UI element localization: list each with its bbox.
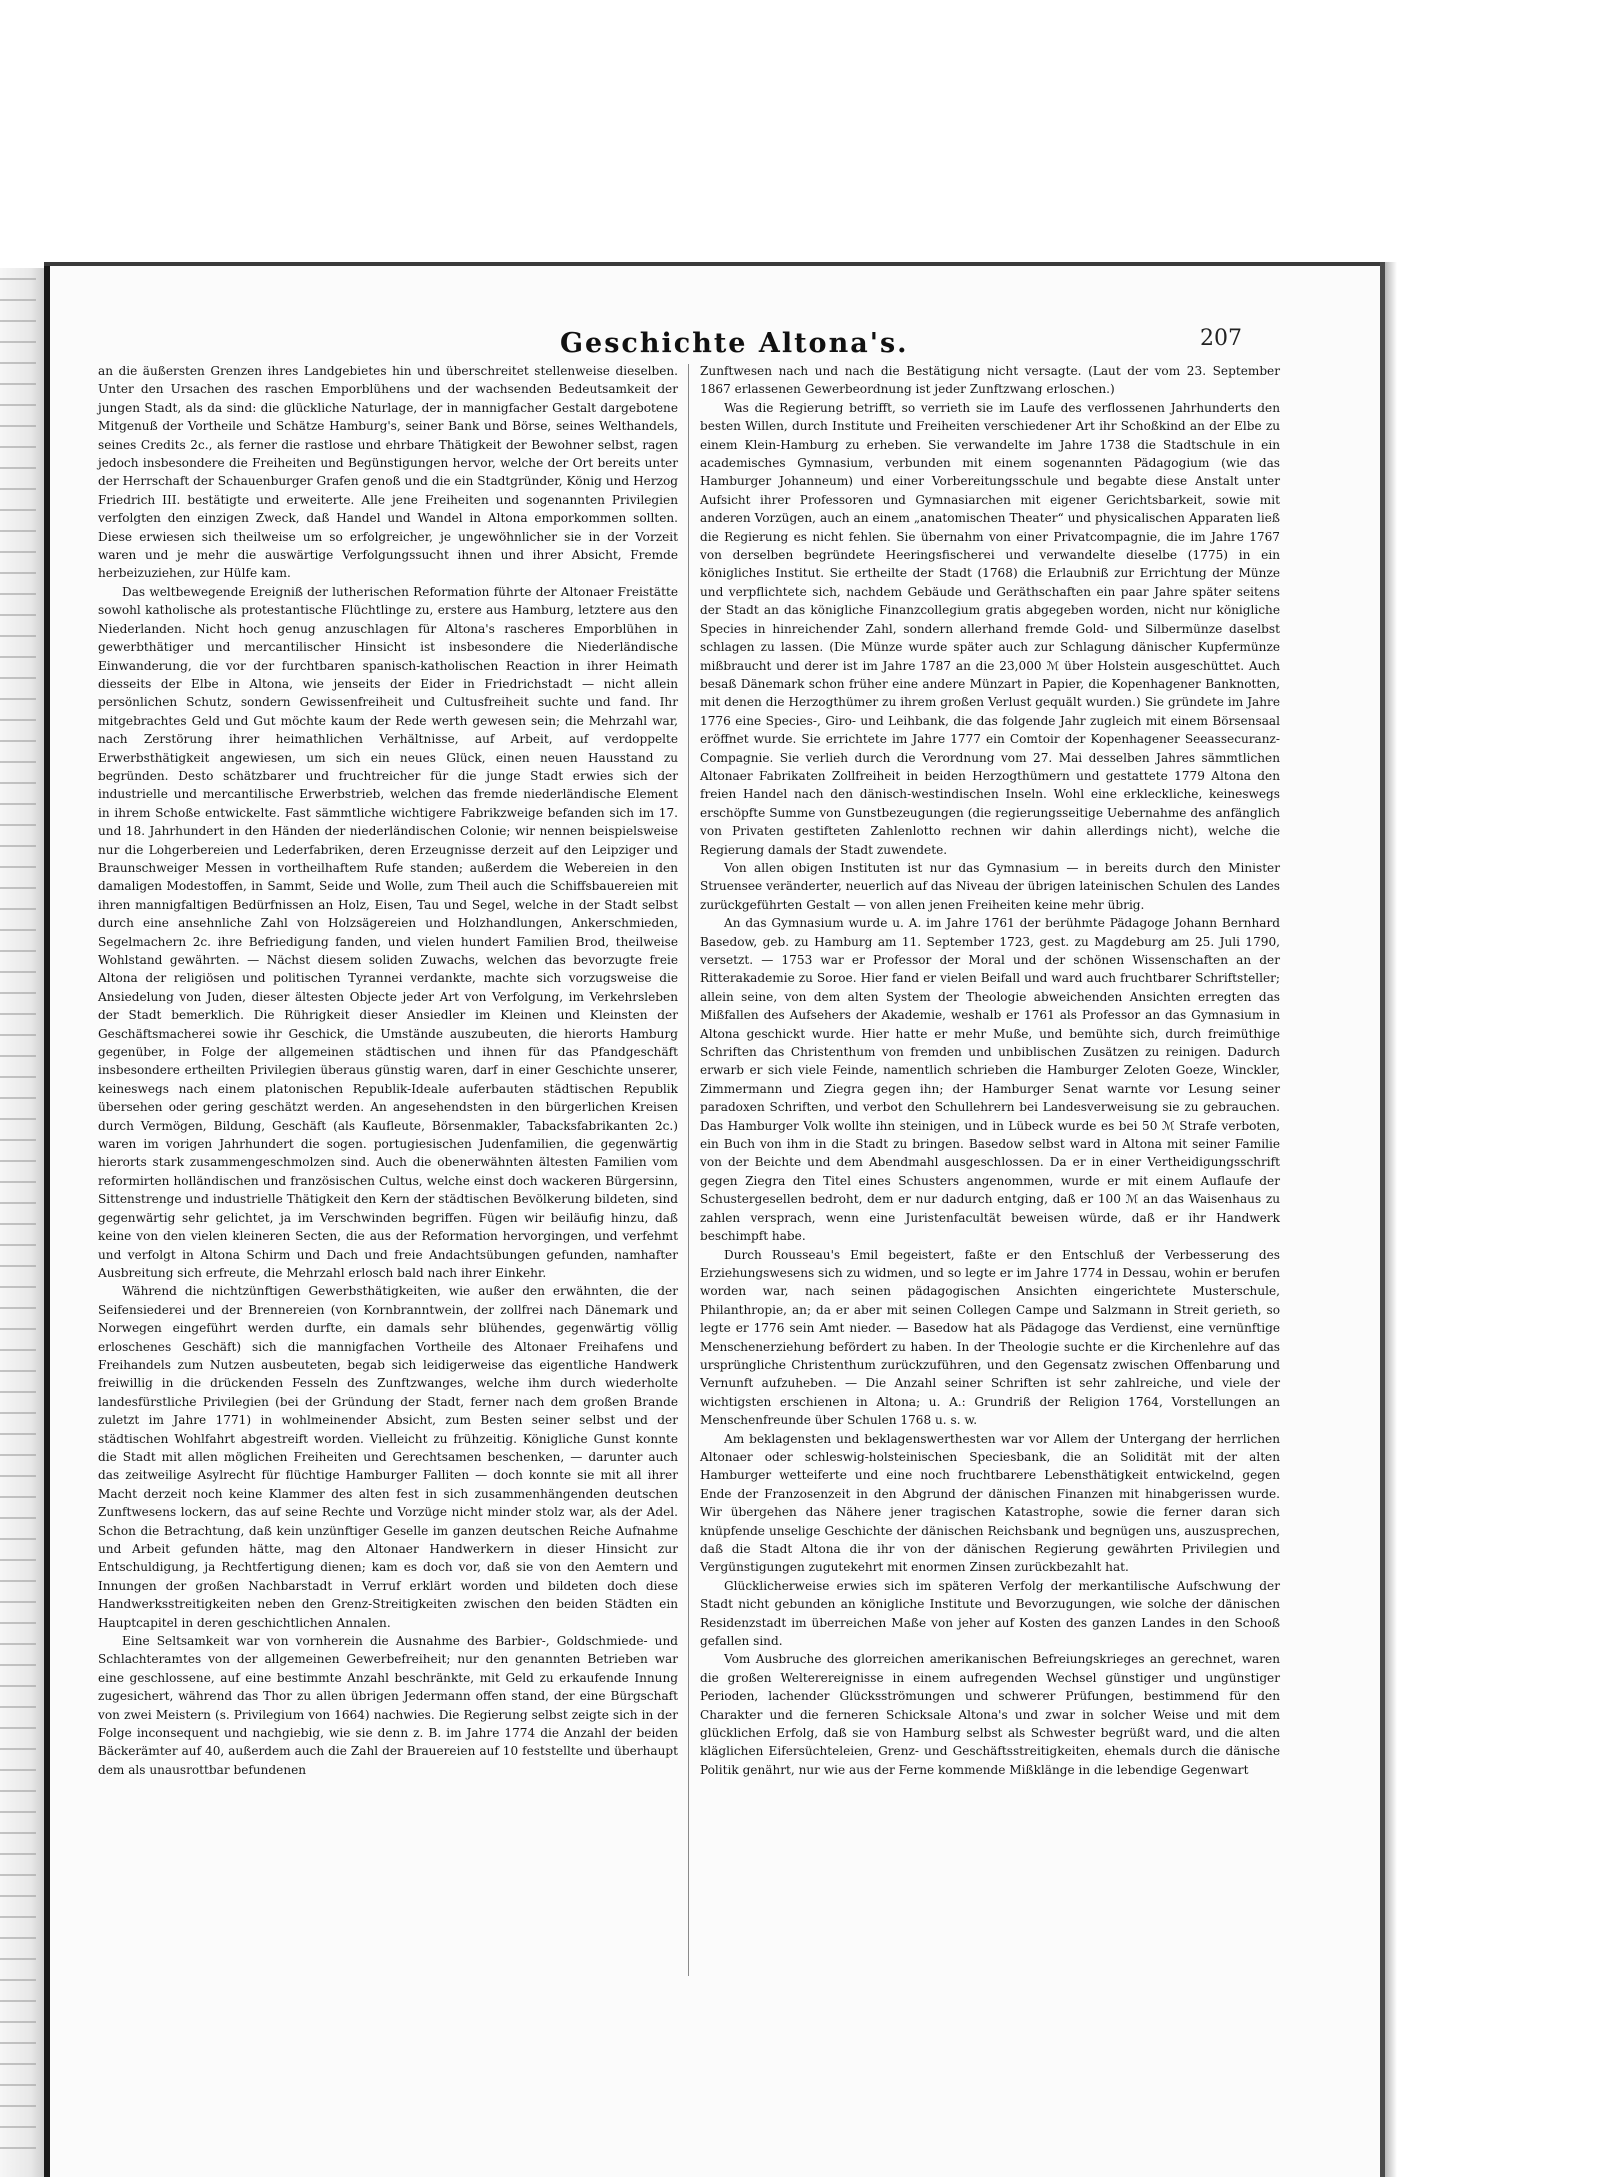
paragraph: Vom Ausbruche des glorreichen amerikanischen Befreiungskrieges an gerechnet, waren die großen Welterereignisse in einem aufregenden Wechsel günstiger und ungünstiger Perioden, lachender Glücksströmungen und schwerer Prüfungen, bestimmend für den Charakter und die ferneren Schicksale Altona's und zwar in solcher Weise und mit dem glücklichen Erfolg, daß sie von Hamburg selbst als Schwester begrüßt ward, und die alten kläglichen Eifersüchteleien, Grenz- und Geschäftsstreitigkeiten, ehemals durch die dänische Politik genährt, nur wie aus der Ferne kommende Mißklänge in die lebendige Gegenwart bbox=[700, 1652, 1280, 1777]
paragraph: Eine Seltsamkeit war von vornherein die Ausnahme des Barbier-, Goldschmiede- und Schlachteramtes von der allgemeinen Gewerbefreiheit; nur den genannten Betrieben war eine geschlossene, auf eine bestimmte Anzahl beschränkte, mit Geld zu erkaufende Innung zugesichert, während das Thor zu allen übrigen Jedermann offen stand, der eine Bürgschaft von zwei Meistern (s. Privilegium von 1664) nachwies. Die Regierung selbst zeigte sich in der Folge inconsequent und nachgiebig, wie sie denn z. B. im Jahre 1774 die Anzahl der beiden Bäckerämter auf 40, außerdem auch die Zahl der Brauereien auf 10 feststellte und überhaupt dem als unausrottbar befundenen bbox=[98, 1634, 678, 1777]
paragraph: Von allen obigen Instituten ist nur das Gymnasium — in bereits durch den Minister Struensee veränderter, neuerlich auf das Niveau der übrigen lateinischen Schulen des Landes zurückgeführten Gestalt — von allen jenen Freiheiten keine mehr übrig. bbox=[700, 860, 1280, 912]
paragraph: Zunftwesen nach und nach die Bestätigung nicht versagte. (Laut der vom 23. September 1867 erlassenen Gewerbeordnung ist jeder Zunftzwang erloschen.) bbox=[700, 364, 1280, 397]
page-header bbox=[50, 326, 1380, 366]
left-column bbox=[98, 362, 678, 1982]
column-divider bbox=[688, 364, 689, 1976]
page-shadow bbox=[1385, 262, 1397, 2177]
book-page bbox=[50, 266, 1380, 2177]
paragraph: Das weltbewegende Ereigniß der lutherischen Reformation führte der Altonaer Freistätte sowohl katholische als protestantische Flüchtlinge zu, erstere aus Hamburg, letztere aus den Niederlanden. Nicht hoch genug anzuschlagen für Altona's rascheres Emporblühen in gewerbthätiger und mercantilischer Hinsicht ist insbesondere die Niederländische Einwanderung, die vor der furchtbaren spanisch-katholischen Reaction in ihrer Heimath diesseits der Elbe in Altona, wie jenseits der Eider in Friedrichstadt — nicht allein persönlichen Schutz, sondern Gewissenfreiheit und Cultusfreiheit suchte und fand. Ihr mitgebrachtes Geld und Gut möchte kaum der Rede werth gewesen sein; die Mehrzahl war, nach Zerstörung ihrer heimathlichen Verhältnisse, auf Arbeit, auf verdoppelte Erwerbsthätigkeit angewiesen, um sich ein neues Glück, einen neuen Hausstand zu begründen. Desto schätzbarer und fruchtreicher für die junge Stadt erwies sich der industrielle und mercantilische Erwerbstrieb, welchen das fremde niederländische Element in ihrem Schoße entwickelte. Fast sämmtliche wichtigere Fabrikzweige befanden sich im 17. und 18. Jahrhundert in den Händen der niederländischen Colonie; wir nennen beispielsweise nur die Lohgerbereien und Lederfabriken, deren Erzeugnisse derzeit auf den Leipziger und Braunschweiger Messen in vortheilhaftem Rufe standen; außerdem die Webereien in den damaligen Modestoffen, in Sammt, Seide und Wolle, zum Theil auch die Schiffsbauereien mit ihren mannigfaltigen Bedürfnissen an Holz, Eisen, Tau und Segel, welche in der Stadt selbst durch eine ansehnliche Zahl von Holzsägereien und Holzhandlungen, Ankerschmieden, Segelmachern 2c. ihre Befriedigung fanden, und vielen hundert Familien Brod, theilweise Wohlstand gewährten. — Nächst diesem soliden Zuwachs, welchen das bevorzugte freie Altona der religiösen und politischen Tyrannei verdankte, machte sich vorzugsweise die Ansiedelung von Juden, dieser ältesten Objecte jeder Art von Verfolgung, im Verkehrsleben der Stadt bemerklich. Die Rührigkeit dieser Ansiedler im Kleinen und Kleinsten der Geschäftsmacherei sowie ihr Geschick, die Umstände auszubeuten, die hierorts Hamburg gegenüber, in Folge der allgemeinen städtischen und ihnen für das Pfandgeschäft insbesondere ertheilten Privilegien überaus günstig waren, darf in einer Geschichte unserer, keineswegs nach einem platonischen Republik-Ideale auferbauten städtischen Republik übersehen oder gering geschätzt werden. An angesehendsten in den bürgerlichen Kreisen durch Vermögen, Bildung, Geschäft (als Kaufleute, Börsenmakler, Tabacksfabrikanten 2c.) waren im vorigen Jahrhundert die sogen. portugiesischen Judenfamilien, die gegenwärtig hierorts stark zusammengeschmolzen sind. Auch die obenerwähnten ältesten Familien vom reformirten holländischen und französischen Cultus, welche einst doch wackeren Bürgersinn, Sittenstrenge und industrielle Thätigkeit den Kern der städtischen Bevölkerung bildeten, sind gegenwärtig sehr gelichtet, ja im Verschwinden begriffen. Fügen wir beiläufig hinzu, daß keine von den vielen kleineren Secten, die aus der Reformation hervorgingen, und verfehmt und verfolgt in Altona Schirm und Dach und freie Andachtsübungen gefunden, namhafter Ausbreitung sich erfreute, die Mehrzahl erlosch bald nach ihrer Einkehr. bbox=[98, 584, 678, 1280]
right-column bbox=[700, 362, 1280, 1982]
paragraph: Glücklicherweise erwies sich im späteren Verfolg der merkantilische Aufschwung der Stadt nicht gebunden an königliche Institute und Bevorzugungen, wie solche der dänischen Residenzstadt im überreichen Maße von jeher auf Kosten des ganzen Landes in den Schooß gefallen sind. bbox=[700, 1578, 1280, 1649]
page-number: 207 bbox=[1200, 326, 1242, 351]
paragraph: An das Gymnasium wurde u. A. im Jahre 1761 der berühmte Pädagoge Johann Bernhard Basedow, geb. zu Hamburg am 11. September 1723, gest. zu Magdeburg am 25. Juli 1790, versetzt. — 1753 war er Professor der Moral und der schönen Wissenschaften an der Ritterakademie zu Soroe. Hier fand er vielen Beifall und ward auch fruchtbarer Schriftsteller; allein seine, von dem alten System der Theologie abweichenden Ansichten erregten das Mißfallen des Aufsehers der Akademie, weshalb er 1761 als Professor an das Gymnasium in Altona geschickt wurde. Hier hatte er mehr Muße, und bemühte sich, durch freimüthige Schriften das Christenthum von fremden und unbiblischen Zusätzen zu reinigen. Dadurch erwarb er sich viele Feinde, namentlich schrieben die Hamburger Zeloten Goeze, Winckler, Zimmermann und Ziegra gegen ihn; der Hamburger Senat warnte vor Lesung seiner paradoxen Schriften, und verbot den Schullehrern bei Landesverweisung sie zu gebrauchen. Das Hamburger Volk wollte ihn steinigen, und in Lübeck wurde es bei 50 ℳ Strafe verboten, ein Buch von ihm in die Stadt zu bringen. Basedow selbst ward in Altona mit seiner Familie von der Beichte und dem Abendmahl ausgeschlossen. Da er in einer Vertheidigungsschrift gegen Ziegra den Titel eines Schusters angenommen, wurde er mit einem Auflaufe der Schustergesellen bedroht, dem er nur dadurch entging, daß er 100 ℳ an das Waisenhaus zu zahlen versprach, wenn eine Juristenfacultät beweisen würde, daß er ihr Handwerk beschimpft habe. bbox=[700, 916, 1280, 1244]
paragraph: Durch Rousseau's Emil begeistert, faßte er den Entschluß der Verbesserung des Erziehungswesens sich zu widmen, und so legte er im Jahre 1774 in Dessau, wohin er berufen worden war, nach seinen pädagogischen Ansichten eingerichtete Musterschule, Philanthropie, an; da er aber mit seinen Collegen Campe und Salzmann in Streit gerieth, so legte er 1776 sein Amt nieder. — Basedow hat als Pädagoge das Verdienst, eine vernünftige Menschenerziehung befördert zu haben. In der Theologie suchte er die Kirchenlehre auf das ursprüngliche Christenthum zurückzuführen, und den Gegensatz zwischen Offenbarung und Vernunft aufzuheben. — Die Anzahl seiner Schriften ist sehr zahlreiche, und viele der wichtigsten erschienen in Altona; u. A.: Grundriß der Religion 1764, Vorstellungen an Menschenfreunde über Schulen 1768 u. s. w. bbox=[700, 1247, 1280, 1428]
paragraph: Während die nichtzünftigen Gewerbsthätigkeiten, wie außer den erwähnten, die der Seifensiederei und der Brennereien (von Kornbranntwein, der zollfrei nach Dänemark und Norwegen eingeführt werden durfte, ein damals sehr blühendes, gegenwärtig völlig erloschenes Geschäft) sich die mannigfachen Vortheile des Altonaer Freihafens und Freihandels zum Nutzen ausbeuteten, begab sich leidigerweise das eigentliche Handwerk freiwillig in die drückenden Fesseln des Zunftzwanges, welche ihm durch wiederholte landesfürstliche Privilegien (bei der Gründung der Stadt, ferner nach dem großen Brande zuletzt im Jahre 1771) in wohlmeinender Absicht, zum Besten seiner selbst und der städtischen Wohlfahrt abgestreift worden. Vielleicht zu frühzeitig. Königliche Gunst konnte die Stadt mit allen möglichen Freiheiten und Gerechtsamen beschenken, — darunter auch das zeitweilige Asylrecht für flüchtige Hamburger Falliten — doch konnte sie mit all ihrer Macht derzeit noch keine Klammer des alten fest in sich zusammenhängenden deutschen Zunftwesens lockern, das auf seine Rechte und Vorzüge nicht minder stolz war, als der Adel. Schon die Betrachtung, daß kein unzünftiger Geselle im ganzen deutschen Reiche Aufnahme und Arbeit gefunden hätte, mag den Altonaer Handwerkern in dieser Hinsicht zur Entschuldigung, ja Rechtfertigung dienen; kam es doch vor, daß sie von den Aemtern und Innungen der großen Nachbarstadt in Verruf erklärt worden und bildeten doch diese Handwerksstreitigkeiten neben den Grenz-Streitigkeiten zwischen den beiden Städten ein Hauptcapitel in deren geschichtlichen Annalen. bbox=[98, 1284, 678, 1630]
facing-page-edge bbox=[0, 268, 44, 2177]
running-title: Geschichte Altona's. bbox=[560, 328, 909, 359]
paragraph: an die äußersten Grenzen ihres Landgebietes hin und überschreitet stellenweise dieselben. Unter den Ursachen des raschen Emporblühens und der wachsenden Bedeutsamkeit der jungen Stadt, als da sind: die glückliche Naturlage, der in mannigfacher Gestalt dargebotene Mitgenuß der Vortheile und Schätze Hamburg's, seiner Bank und Börse, seines Welthandels, seines Credits 2c., als ferner die rastlose und ehrbare Thätigkeit der Bewohner selbst, ragen jedoch insbesondere die Freiheiten und Begünstigungen hervor, welche der Ort bereits unter der Herrschaft der Schauenburger Grafen genoß und die ein Stadtgründer, König und Herzog Friedrich III. bestätigte und erweiterte. Alle jene Freiheiten und sogenannten Privilegien verfolgten den einzigen Zweck, daß Handel und Wandel in Altona emporkommen sollten. Diese erwiesen sich theilweise um so erfolgreicher, je ungewöhnlicher sie in der Vorzeit waren und je mehr die auswärtige Verfolgungssucht ihnen und ihrer Absicht, Fremde herbeizuziehen, zur Hülfe kam. bbox=[98, 364, 678, 581]
paragraph: Was die Regierung betrifft, so verrieth sie im Laufe des verflossenen Jahrhunderts den besten Willen, durch Institute und Freiheiten verschiedener Art ihr Schoßkind an der Elbe zu einem Klein-Hamburg zu erheben. Sie verwandelte im Jahre 1738 die Stadtschule in ein academisches Gymnasium, verbunden mit einem sogenannten Pädagogium (wie das Hamburger Johanneum) und einer Vorbereitungsschule und begabte diese Anstalt unter Aufsicht ihrer Professoren und Gymnasiarchen mit eigener Gerichtsbarkeit, sowie mit anderen Vorzügen, auch an einem „anatomischen Theater“ und physicalischen Apparaten ließ die Regierung es nicht fehlen. Sie übernahm von einer Privatcompagnie, die im Jahre 1767 von derselben begründete Heeringsfischerei und verwandelte dieselbe (1775) in ein königliches Institut. Sie ertheilte der Stadt (1768) die Erlaubniß zur Errichtung der Münze und verpflichtete sich, nachdem Gebäude und Geräthschaften ein paar Jahre später seitens der Stadt an das königliche Finanzcollegium gratis abgegeben worden, nicht nur königliche Species in hinreichender Zahl, sondern allerhand fremde Gold- und Silbermünze daselbst schlagen zu lassen. (Die Münze wurde später auch zur Schlagung dänischer Kupfermünze mißbraucht und derer ist im Jahre 1787 an die 23,000 ℳ über Holstein ausgeschüttet. Auch besaß Dänemark schon früher eine andere Münzart in Papier, die Kopenhagener Banknotten, mit denen die Herzogthümer zu ihrem großen Verlust gequält wurden.) Sie gründete im Jahre 1776 eine Species-, Giro- und Leihbank, die das folgende Jahr zugleich mit einem Börsensaal eröffnet wurde. Sie errichtete im Jahre 1777 ein Comtoir der Kopenhagener Seeassecuranz-Compagnie. Sie verlieh durch die Verordnung vom 27. Mai desselben Jahres sämmtlichen Altonaer Fabrikaten Zollfreiheit in beiden Herzogthümern und gestattete 1779 Altona den freien Handel nach den dänisch-westindischen Inseln. Wohl eine erkleckliche, keineswegs erschöpfte Summe von Gunstbezeugungen (die regierungsseitige Uebernahme des anfänglich von Privaten gestifteten Zahlenlotto rechnen wir dahin allerdings nicht), welche die Regierung damals der Stadt zuwendete. bbox=[700, 400, 1280, 857]
paragraph: Am beklagensten und beklagenswerthesten war vor Allem der Untergang der herrlichen Altonaer oder schleswig-holsteinischen Speciesbank, die an Solidität mit der alten Hamburger wetteiferte und eine noch fruchtbarere Lebensthätigkeit entwickelnd, gegen Ende der Franzosenzeit in den Abgrund der dänischen Finanzen mit hinabgerissen wurde. Wir übergehen das Nähere jener tragischen Katastrophe, sowie die ferner daran sich knüpfende unselige Geschichte der dänischen Reichsbank und begnügen uns, auszusprechen, daß die Stadt Altona die ihr von der dänischen Regierung gewährten Privilegien und Vergünstigungen zugutekehrt mit enormen Zinsen zurückbezahlt hat. bbox=[700, 1431, 1280, 1575]
